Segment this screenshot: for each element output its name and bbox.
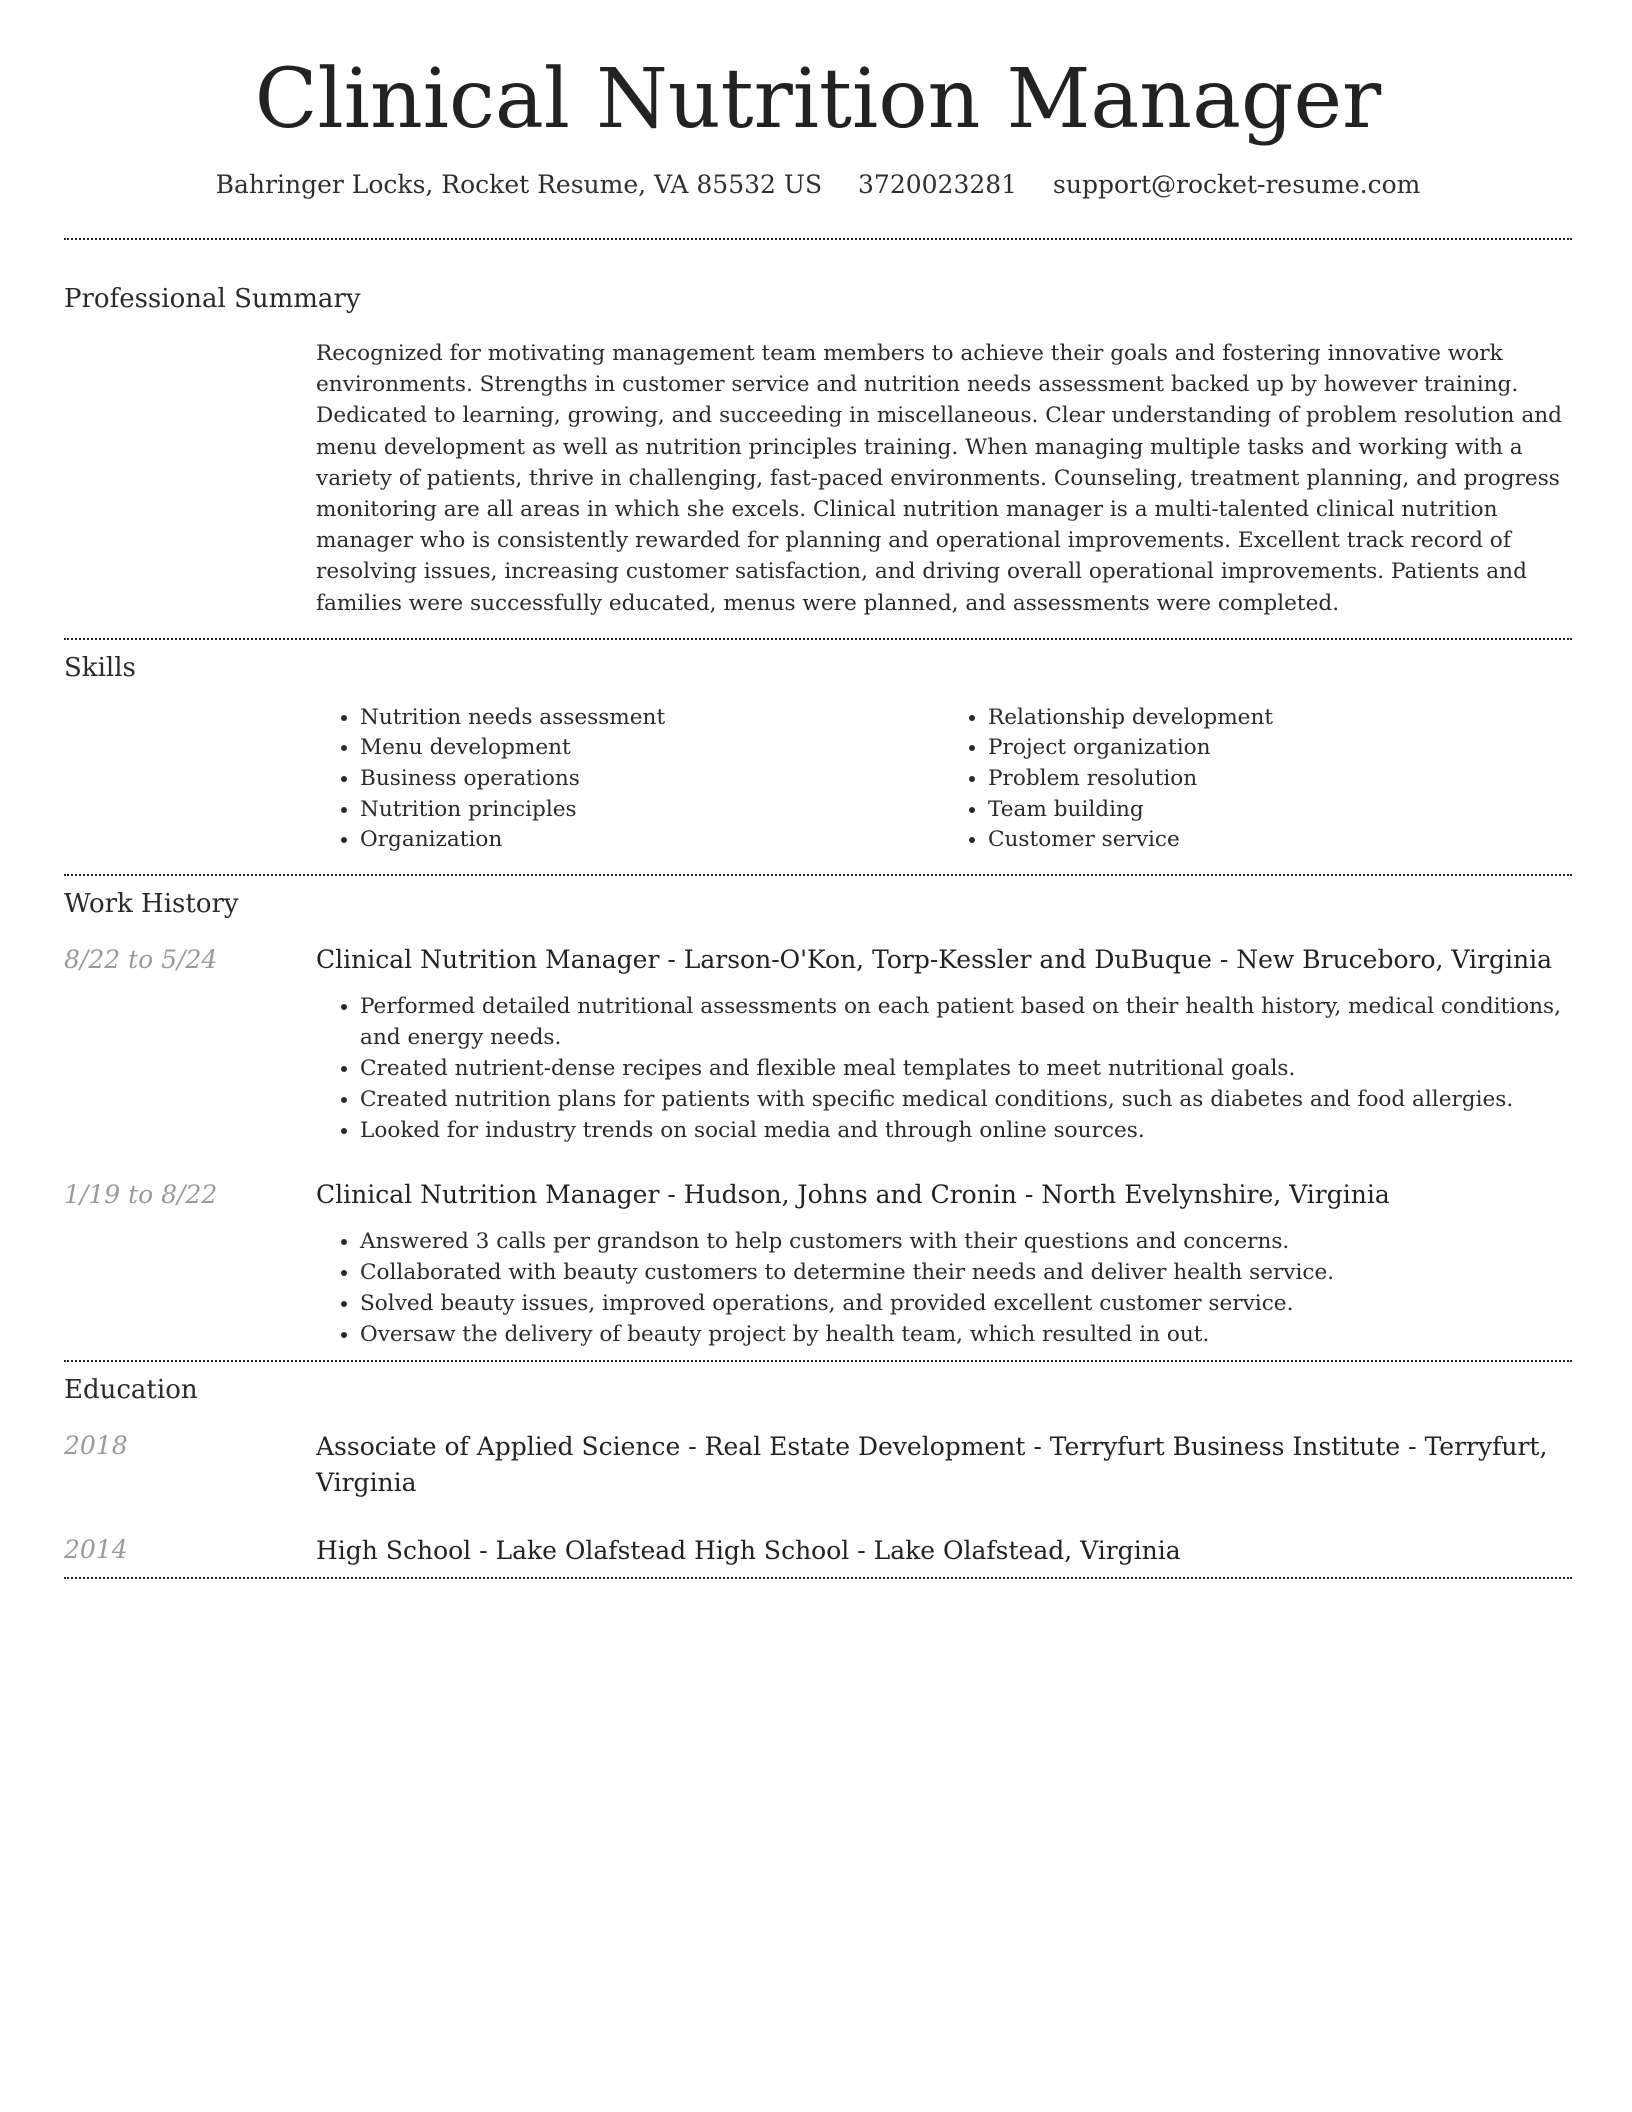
- section-divider: [64, 874, 1572, 876]
- section-divider: [64, 638, 1572, 640]
- summary-heading: Professional Summary: [64, 284, 361, 314]
- job-bullet: • Solved beauty issues, improved operations, and provided excellent customer service.: [360, 1288, 1572, 1319]
- job-entry: [64, 943, 1572, 1146]
- skill-item: • Nutrition needs assessment: [360, 703, 944, 734]
- job-bullet: • Looked for industry trends on social media and through online sources.: [360, 1115, 1572, 1146]
- skill-item: • Business operations: [360, 764, 944, 795]
- skills-list: [316, 703, 1572, 856]
- skill-item: • Nutrition principles: [360, 795, 944, 826]
- skills-column-right: [944, 703, 1572, 856]
- skills-heading: Skills: [64, 652, 136, 683]
- skill-item: • Project organization: [988, 733, 1572, 764]
- section-divider: [64, 1577, 1572, 1579]
- contact-line: [64, 168, 1572, 202]
- education-heading: Education: [64, 1374, 198, 1405]
- skill-item: • Organization: [360, 825, 944, 856]
- skill-item: • Menu development: [360, 733, 944, 764]
- job-dates: 8/22 to 5/24: [64, 944, 218, 974]
- job-heading: Clinical Nutrition Manager - Hudson, Johns and Cronin - North Evelynshire, Virginia: [316, 1179, 1390, 1209]
- job-bullet: • Collaborated with beauty customers to determine their needs and deliver health service.: [360, 1257, 1572, 1288]
- job-entry: [64, 1178, 1572, 1350]
- summary-text: Recognized for motivating management team members to achieve their goals and fostering innovative work environments. Strengths in customer service and nutrition needs assessment backed up by however training. Dedicated to learning, growing, and succeeding in miscellaneous. Clear understanding of problem resolution and menu development as well as nutrition principles training. When managing multiple tasks and working with a variety of patients, thrive in challenging, fast-paced environments. Counseling, treatment planning, and progress monitoring are all areas in which she excels. Clinical nutrition manager is a multi-talented clinical nutrition manager who is consistently rewarded for planning and operational improvements. Excellent track record of resolving issues, increasing customer satisfaction, and driving overall operational improvements. Patients and families were successfully educated, menus were planned, and assessments were completed.: [316, 341, 1562, 616]
- skill-item: • Team building: [988, 795, 1572, 826]
- job-bullet: • Oversaw the delivery of beauty project by health team, which resulted in out.: [360, 1319, 1572, 1350]
- education-heading-text: High School - Lake Olafstead High School - Lake Olafstead, Virginia: [316, 1535, 1181, 1565]
- candidate-name: Clinical Nutrition Manager: [254, 52, 1382, 147]
- skill-item: • Customer service: [988, 825, 1572, 856]
- contact-phone: 3720023281: [858, 170, 1018, 199]
- contact-email: support@rocket-resume.com: [1053, 170, 1421, 199]
- job-details: [316, 943, 1572, 1146]
- skill-item: • Relationship development: [988, 703, 1572, 734]
- skills-column-left: [316, 703, 944, 856]
- job-heading: Clinical Nutrition Manager - Larson-O'Kon, Torp-Kessler and DuBuque - New Bruceboro, Virginia: [316, 944, 1552, 974]
- job-bullet-list: [316, 991, 1572, 1146]
- skill-item: • Problem resolution: [988, 764, 1572, 795]
- section-divider: [64, 1360, 1572, 1362]
- education-year: 2014: [64, 1534, 128, 1564]
- education-entry: [64, 1429, 1572, 1501]
- section-divider: [64, 238, 1572, 240]
- job-details: [316, 1178, 1572, 1350]
- education-heading-text: Associate of Applied Science - Real Estate Development - Terryfurt Business Institute - Terryfurt, Virginia: [316, 1431, 1548, 1497]
- job-bullet-list: [316, 1226, 1572, 1350]
- job-bullet: • Performed detailed nutritional assessments on each patient based on their health history, medical conditions, and energy needs.: [360, 991, 1572, 1053]
- contact-address: Bahringer Locks, Rocket Resume, VA 85532 US: [215, 170, 823, 199]
- resume-page: [64, 0, 1572, 1579]
- job-bullet: • Created nutrition plans for patients with specific medical conditions, such as diabetes and food allergies.: [360, 1084, 1572, 1115]
- education-entry: [64, 1533, 1572, 1569]
- work-history-heading: Work History: [64, 888, 239, 919]
- job-bullet: • Created nutrient-dense recipes and flexible meal templates to meet nutritional goals.: [360, 1053, 1572, 1084]
- job-bullet: • Answered 3 calls per grandson to help customers with their questions and concerns.: [360, 1226, 1572, 1257]
- job-dates: 1/19 to 8/22: [64, 1179, 218, 1209]
- education-year: 2018: [64, 1430, 128, 1460]
